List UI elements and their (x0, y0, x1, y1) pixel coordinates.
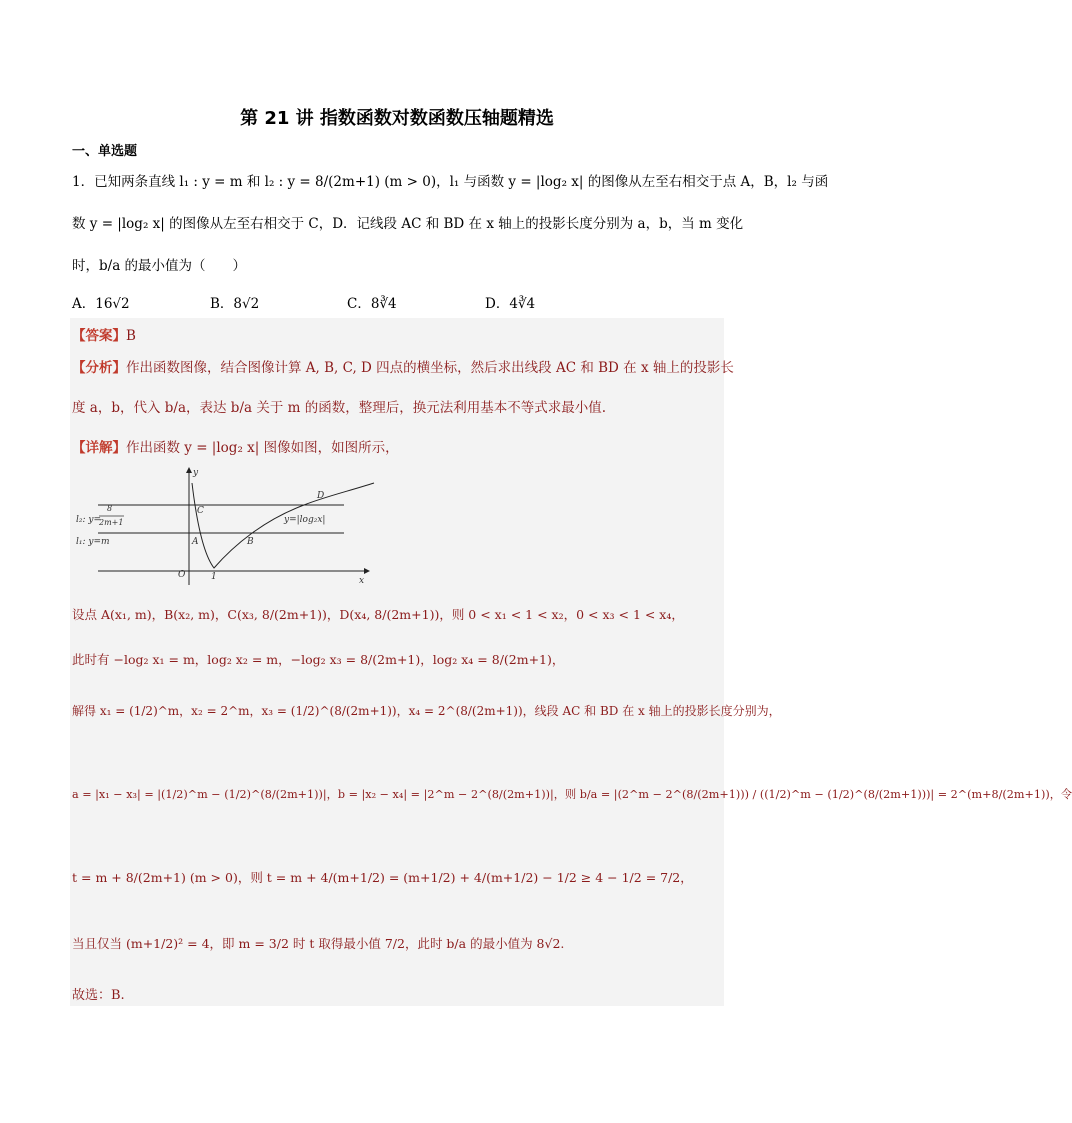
question-line-2: 数 y = |log₂ x| 的图像从左至右相交于 C，D．记线段 AC 和 BD 在 x 轴上的投影长度分别为 a，b，当 m 变化 (72, 216, 744, 232)
l2-label: l₂: y= (76, 515, 102, 525)
answer-value: B (126, 328, 136, 344)
question-line-3: 时，b/a 的最小值为（ ） (72, 258, 247, 274)
y-axis-label: y (193, 468, 199, 478)
point-b: B (247, 537, 254, 547)
detail-step-1: 设点 A(x₁, m)，B(x₂, m)，C(x₃, 8/(2m+1))，D(x₄, 8/(2m+1))，则 0 < x₁ < 1 < x₂，0 < x₃ < 1 < x₄， (72, 607, 684, 622)
analysis-line-2: 度 a，b，代入 b/a，表达 b/a 关于 m 的函数，整理后，换元法利用基本不等式求最小值. (72, 400, 607, 416)
detail-label: 【详解】 (72, 440, 126, 456)
answer-line (72, 324, 136, 344)
point-c: C (197, 506, 204, 516)
conclusion: 故选：B. (72, 988, 125, 1003)
curve-label: y=|log₂x| (284, 515, 326, 525)
detail-step-4: a = |x₁ − x₃| = |(1/2)^m − (1/2)^(8/(2m+1))|，b = |x₂ − x₄| = |2^m − 2^(8/(2m+1))|，则 b/a = |(2^m − 2^(8/(2m+1))) / ((1/2)^m − (1/2)^(8/(2m+1)))| = 2^(m+8/(2m+1))，令 (72, 788, 1072, 801)
graph-svg (74, 465, 376, 590)
l2-frac-num: 8 (107, 504, 113, 513)
analysis-label: 【分析】 (72, 360, 126, 376)
answer-label: 【答案】 (72, 328, 126, 344)
detail-step-2: 此时有 −log₂ x₁ = m，log₂ x₂ = m，−log₂ x₃ = 8/(2m+1)，log₂ x₄ = 8/(2m+1)， (72, 652, 565, 667)
option-c: C．8∛4 (347, 296, 397, 312)
option-b: B．8√2 (210, 296, 260, 312)
origin-label: O (178, 570, 186, 580)
one-label: 1 (211, 572, 217, 582)
point-a: A (192, 537, 199, 547)
detail-step-3: 解得 x₁ = (1/2)^m，x₂ = 2^m，x₃ = (1/2)^(8/(2m+1))，x₄ = 2^(8/(2m+1))，线段 AC 和 BD 在 x 轴上的投影长度分别为， (72, 704, 781, 718)
detail-step-6: 当且仅当 (m+1/2)² = 4，即 m = 3/2 时 t 取得最小值 7/2，此时 b/a 的最小值为 8√2. (72, 936, 565, 951)
l1-label: l₁: y=m (76, 537, 110, 547)
x-axis-arrow-icon (364, 568, 370, 574)
detail-step-5: t = m + 8/(2m+1) (m > 0)，则 t = m + 4/(m+1/2) = (m+1/2) + 4/(m+1/2) − 1/2 ≥ 4 − 1/2 = 7/2， (72, 870, 693, 885)
detail-intro-line (72, 436, 399, 456)
y-axis-arrow-icon (186, 467, 192, 473)
l2-frac-den: 2m+1 (99, 518, 124, 527)
detail-intro: 作出函数 y = |log₂ x| 图像如图，如图所示， (126, 440, 399, 456)
analysis-line-1 (72, 356, 734, 376)
x-axis-label: x (359, 576, 365, 586)
option-a: A．16√2 (72, 296, 130, 312)
question-line-1: 1．已知两条直线 l₁ : y = m 和 l₂ : y = 8/(2m+1) (m > 0)，l₁ 与函数 y = |log₂ x| 的图像从左至右相交于点 A，B，l₂ 与函 (72, 174, 829, 190)
page-title: 第 21 讲 指数函数对数函数压轴题精选 (240, 108, 554, 129)
point-d: D (317, 491, 325, 501)
log-curve (192, 483, 374, 568)
function-graph (74, 465, 376, 590)
analysis-text-1: 作出函数图像，结合图像计算 A, B, C, D 四点的横坐标，然后求出线段 AC 和 BD 在 x 轴上的投影长 (126, 360, 734, 376)
section-heading: 一、单选题 (72, 144, 138, 159)
option-d: D．4∛4 (485, 296, 536, 312)
